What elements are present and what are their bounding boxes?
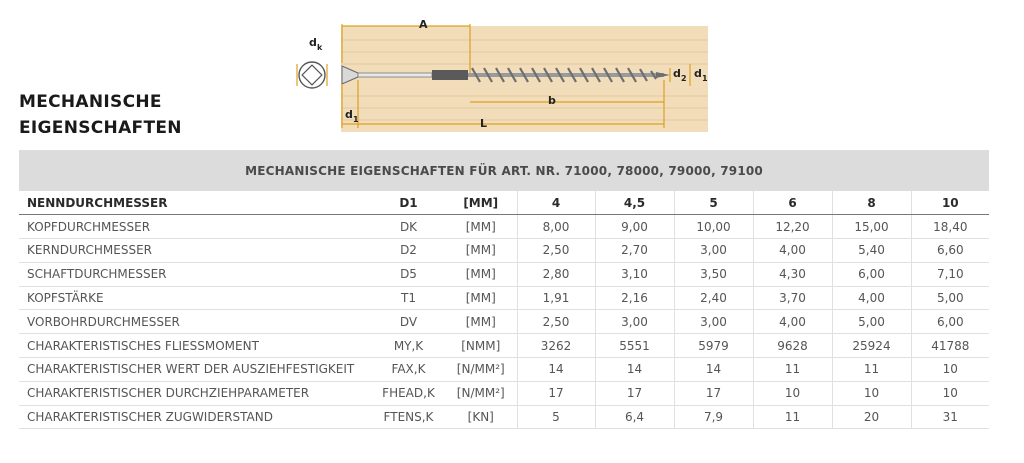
value-cell: 8 [832, 191, 911, 215]
page-title-line-2: EIGENSCHAFTEN [19, 118, 182, 138]
value-cell: 2,50 [517, 239, 595, 263]
screw-head-end-view [297, 62, 327, 88]
label-dk-sub: k [317, 43, 323, 52]
symbol-cell: D1 [372, 191, 445, 215]
label-b: b [548, 94, 556, 107]
value-cell: 11 [753, 358, 832, 382]
value-cell: 5 [674, 191, 753, 215]
row-label: CHARAKTERISTISCHER WERT DER AUSZIEHFESTIGKEIT [19, 358, 372, 382]
table-caption: MECHANISCHE EIGENSCHAFTEN FÜR ART. NR. 71000, 78000, 79000, 79100 [19, 150, 989, 191]
table-row [19, 381, 989, 405]
table-row [19, 310, 989, 334]
value-cell: 7,9 [674, 405, 753, 429]
label-d1-right: d [694, 67, 702, 80]
value-cell: 25924 [832, 334, 911, 358]
label-d1-right-sub: 1 [702, 74, 708, 83]
table-row [19, 405, 989, 429]
value-cell: 10 [832, 381, 911, 405]
value-cell: 10,00 [674, 215, 753, 239]
value-cell: 14 [595, 358, 674, 382]
value-cell: 11 [832, 358, 911, 382]
properties-table-wrapper [19, 150, 989, 429]
table-row [19, 334, 989, 358]
symbol-cell: D5 [372, 262, 445, 286]
value-cell: 5,00 [832, 310, 911, 334]
row-label: VORBOHRDURCHMESSER [19, 310, 372, 334]
value-cell: 4,30 [753, 262, 832, 286]
unit-cell: [KN] [445, 405, 517, 429]
value-cell: 12,20 [753, 215, 832, 239]
value-cell: 14 [674, 358, 753, 382]
table-row [19, 358, 989, 382]
value-cell: 7,10 [911, 262, 989, 286]
symbol-cell: FAX,K [372, 358, 445, 382]
table-header-row [19, 191, 989, 215]
value-cell: 4 [517, 191, 595, 215]
unit-cell: [MM] [445, 286, 517, 310]
value-cell: 10 [753, 381, 832, 405]
value-cell: 3,10 [595, 262, 674, 286]
table-caption-row [19, 150, 989, 191]
value-cell: 4,00 [753, 239, 832, 263]
page-title-line-1: MECHANISCHE [19, 92, 162, 112]
symbol-cell: MY,K [372, 334, 445, 358]
unit-cell: [N/MM²] [445, 381, 517, 405]
value-cell: 10 [911, 358, 989, 382]
label-l: L [480, 117, 488, 130]
value-cell: 6,60 [911, 239, 989, 263]
value-cell: 5 [517, 405, 595, 429]
value-cell: 9,00 [595, 215, 674, 239]
value-cell: 6 [753, 191, 832, 215]
value-cell: 6,00 [832, 262, 911, 286]
value-cell: 5979 [674, 334, 753, 358]
value-cell: 5,00 [911, 286, 989, 310]
value-cell: 6,00 [911, 310, 989, 334]
value-cell: 17 [595, 381, 674, 405]
symbol-cell: DV [372, 310, 445, 334]
label-a: A [419, 18, 428, 31]
row-label: CHARAKTERISTISCHER DURCHZIEHPARAMETER [19, 381, 372, 405]
value-cell: 2,16 [595, 286, 674, 310]
value-cell: 4,00 [832, 286, 911, 310]
value-cell: 10 [911, 191, 989, 215]
value-cell: 9628 [753, 334, 832, 358]
value-cell: 17 [674, 381, 753, 405]
value-cell: 3,70 [753, 286, 832, 310]
unit-cell: [MM] [445, 191, 517, 215]
value-cell: 3,00 [595, 310, 674, 334]
value-cell: 14 [517, 358, 595, 382]
unit-cell: [MM] [445, 215, 517, 239]
row-label: KOPFSTÄRKE [19, 286, 372, 310]
properties-table [19, 150, 989, 429]
value-cell: 3,00 [674, 310, 753, 334]
label-dk: d [309, 36, 317, 49]
label-d1-left-sub: 1 [353, 115, 359, 124]
value-cell: 17 [517, 381, 595, 405]
value-cell: 2,70 [595, 239, 674, 263]
value-cell: 6,4 [595, 405, 674, 429]
label-d2: d [673, 67, 681, 80]
row-label: CHARAKTERISTISCHER ZUGWIDERSTAND [19, 405, 372, 429]
label-d2-sub: 2 [681, 74, 687, 83]
symbol-cell: T1 [372, 286, 445, 310]
value-cell: 3262 [517, 334, 595, 358]
page-title [19, 89, 182, 141]
value-cell: 18,40 [911, 215, 989, 239]
screw-dimension-diagram [296, 18, 708, 132]
value-cell: 3,00 [674, 239, 753, 263]
value-cell: 5,40 [832, 239, 911, 263]
value-cell: 3,50 [674, 262, 753, 286]
value-cell: 2,50 [517, 310, 595, 334]
table-row [19, 262, 989, 286]
value-cell: 10 [911, 381, 989, 405]
table-row [19, 286, 989, 310]
row-label: SCHAFTDURCHMESSER [19, 262, 372, 286]
value-cell: 11 [753, 405, 832, 429]
row-label: KERNDURCHMESSER [19, 239, 372, 263]
value-cell: 15,00 [832, 215, 911, 239]
value-cell: 20 [832, 405, 911, 429]
unit-cell: [MM] [445, 239, 517, 263]
table-row [19, 239, 989, 263]
row-label: CHARAKTERISTISCHES FLIESSMOMENT [19, 334, 372, 358]
diagram-background [341, 26, 708, 132]
unit-cell: [MM] [445, 310, 517, 334]
row-label: KOPFDURCHMESSER [19, 215, 372, 239]
value-cell: 31 [911, 405, 989, 429]
value-cell: 41788 [911, 334, 989, 358]
row-label: NENNDURCHMESSER [19, 191, 372, 215]
value-cell: 5551 [595, 334, 674, 358]
table-row [19, 215, 989, 239]
value-cell: 8,00 [517, 215, 595, 239]
value-cell: 2,80 [517, 262, 595, 286]
unit-cell: [MM] [445, 262, 517, 286]
symbol-cell: FTENS,K [372, 405, 445, 429]
symbol-cell: FHEAD,K [372, 381, 445, 405]
unit-cell: [NMM] [445, 334, 517, 358]
symbol-cell: D2 [372, 239, 445, 263]
value-cell: 1,91 [517, 286, 595, 310]
label-d1-left: d [345, 108, 353, 121]
symbol-cell: DK [372, 215, 445, 239]
value-cell: 2,40 [674, 286, 753, 310]
value-cell: 4,5 [595, 191, 674, 215]
value-cell: 4,00 [753, 310, 832, 334]
unit-cell: [N/MM²] [445, 358, 517, 382]
